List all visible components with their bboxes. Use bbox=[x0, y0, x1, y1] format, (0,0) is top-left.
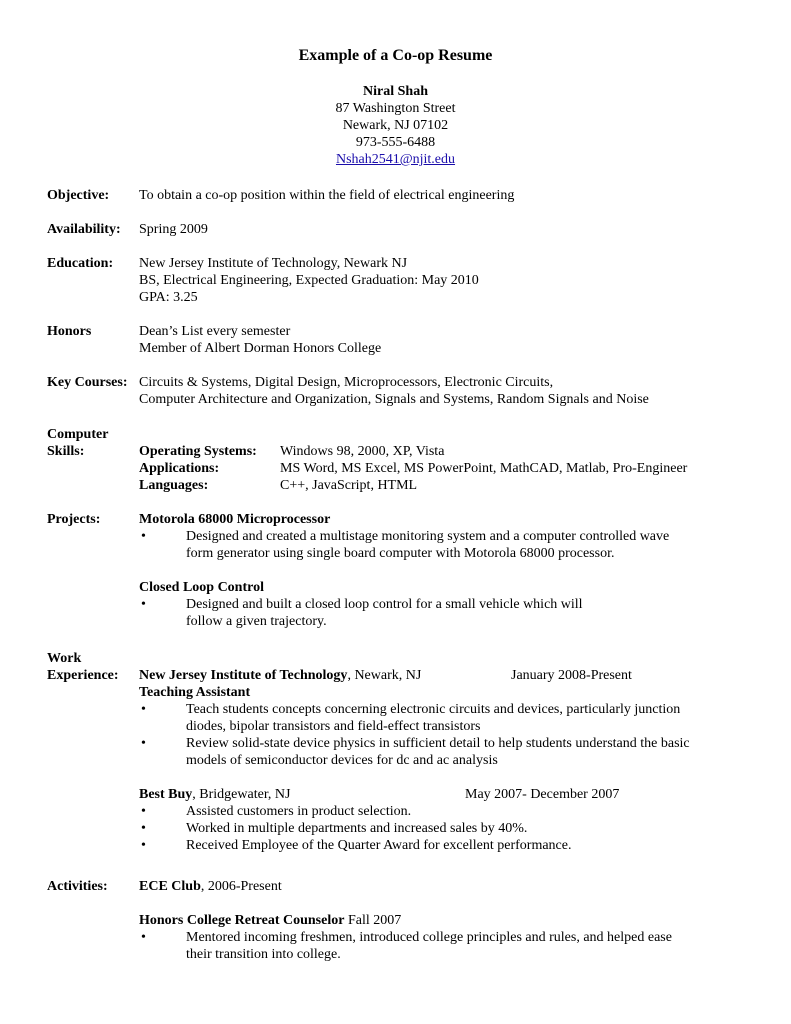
job-dates: January 2008-Present bbox=[511, 668, 632, 683]
bullet-text: Mentored incoming freshmen, introduced college principles and rules, and helped ease bbox=[186, 930, 672, 945]
skills-label-line1: Computer bbox=[47, 427, 109, 442]
street-address: 87 Washington Street bbox=[335, 101, 456, 116]
phone-number: 973-555-6488 bbox=[355, 135, 436, 150]
bullet-text: Designed and created a multistage monitoring system and a computer controlled wave bbox=[186, 529, 670, 544]
counselor-title: Honors College Retreat Counselor bbox=[139, 913, 345, 928]
job-location: , Newark, NJ bbox=[347, 668, 422, 683]
education-label: Education: bbox=[47, 256, 114, 271]
work-label-line1: Work bbox=[47, 651, 82, 666]
skill-key: Operating Systems: bbox=[139, 444, 257, 459]
bullet-text: diodes, bipolar transistors and field-effect transistors bbox=[186, 719, 481, 734]
objective-label: Objective: bbox=[47, 188, 110, 203]
bullet-text: Designed and built a closed loop control for a small vehicle which will bbox=[186, 597, 583, 612]
job-bullet bbox=[139, 803, 759, 820]
bullet-text: follow a given trajectory. bbox=[186, 614, 327, 629]
education-school: New Jersey Institute of Technology, Newark NJ bbox=[139, 256, 408, 271]
skills-row bbox=[139, 477, 759, 494]
skills-row bbox=[139, 443, 759, 460]
education-degree: BS, Electrical Engineering, Expected Graduation: May 2010 bbox=[139, 273, 479, 288]
bullet-icon: • bbox=[141, 821, 146, 836]
activities-section bbox=[139, 878, 759, 963]
education-gpa: GPA: 3.25 bbox=[139, 290, 198, 305]
bullet-icon: • bbox=[141, 702, 146, 717]
activities-label: Activities: bbox=[47, 879, 108, 894]
honors-item: Dean’s List every semester bbox=[139, 324, 291, 339]
bullet-text: Worked in multiple departments and increased sales by 40%. bbox=[186, 821, 528, 836]
job-bullet bbox=[139, 701, 759, 735]
city-address: Newark, NJ 07102 bbox=[342, 118, 449, 133]
work-label-line2: Experience: bbox=[47, 668, 119, 683]
bullet-icon: • bbox=[141, 804, 146, 819]
project-bullet bbox=[139, 596, 759, 630]
bullet-text: Teach students concepts concerning electronic circuits and devices, particularly junction bbox=[186, 702, 681, 717]
project-bullet bbox=[139, 528, 759, 562]
availability-label: Availability: bbox=[47, 222, 121, 237]
activity-club bbox=[139, 878, 759, 895]
bullet-text: Assisted customers in product selection. bbox=[186, 804, 412, 819]
projects-label: Projects: bbox=[47, 512, 101, 527]
job-location: , Bridgewater, NJ bbox=[192, 787, 291, 802]
courses-label: Key Courses: bbox=[47, 375, 128, 390]
skill-key: Languages: bbox=[139, 478, 209, 493]
document-title: Example of a Co-op Resume bbox=[298, 47, 493, 64]
job-role: Teaching Assistant bbox=[139, 685, 251, 700]
projects-section bbox=[139, 511, 759, 630]
project-title: Closed Loop Control bbox=[139, 580, 264, 595]
email-link[interactable]: Nshah2541@njit.edu bbox=[335, 152, 456, 167]
job-bullet bbox=[139, 837, 759, 854]
counselor-dates: Fall 2007 bbox=[344, 913, 402, 928]
club-name: ECE Club bbox=[139, 879, 201, 894]
bullet-text: their transition into college. bbox=[186, 947, 341, 962]
bullet-icon: • bbox=[141, 838, 146, 853]
skills-row bbox=[139, 460, 759, 477]
club-dates: , 2006-Present bbox=[200, 879, 282, 894]
courses-section bbox=[139, 374, 649, 408]
bullet-text: form generator using single board computer with Motorola 68000 processor. bbox=[186, 546, 615, 561]
job-bullet bbox=[139, 820, 759, 837]
job-header bbox=[139, 786, 759, 803]
bullet-icon: • bbox=[141, 930, 146, 945]
objective-text: To obtain a co-op position within the field of electrical engineering bbox=[139, 188, 515, 203]
job-bullet bbox=[139, 735, 759, 769]
skill-value: C++, JavaScript, HTML bbox=[280, 478, 418, 493]
skill-value: MS Word, MS Excel, MS PowerPoint, MathCAD, Matlab, Pro-Engineer bbox=[280, 461, 688, 476]
activity-counselor bbox=[139, 912, 759, 929]
work-section bbox=[139, 667, 759, 854]
job-header bbox=[139, 667, 759, 684]
skills-label bbox=[47, 426, 108, 460]
skills-section bbox=[139, 443, 759, 494]
skills-label-line2: Skills: bbox=[47, 444, 85, 459]
honors-section bbox=[139, 323, 381, 357]
bullet-text: models of semiconductor devices for dc and ac analysis bbox=[186, 753, 498, 768]
availability-text: Spring 2009 bbox=[139, 222, 208, 237]
contact-header bbox=[0, 83, 791, 168]
job-employer: Best Buy bbox=[139, 787, 193, 802]
honors-item: Member of Albert Dorman Honors College bbox=[139, 341, 382, 356]
education-section bbox=[139, 255, 479, 306]
project-title: Motorola 68000 Microprocessor bbox=[139, 512, 331, 527]
job-employer: New Jersey Institute of Technology bbox=[139, 668, 348, 683]
activity-bullet bbox=[139, 929, 759, 963]
skill-value: Windows 98, 2000, XP, Vista bbox=[280, 444, 445, 459]
bullet-icon: • bbox=[141, 597, 146, 612]
job-dates: May 2007- December 2007 bbox=[465, 787, 620, 802]
bullet-text: Received Employee of the Quarter Award for excellent performance. bbox=[186, 838, 572, 853]
courses-line: Computer Architecture and Organization, Signals and Systems, Random Signals and Noise bbox=[139, 392, 649, 407]
skill-key: Applications: bbox=[139, 461, 220, 476]
honors-label: Honors bbox=[47, 324, 92, 339]
bullet-icon: • bbox=[141, 529, 146, 544]
work-label bbox=[47, 650, 119, 684]
bullet-text: Review solid-state device physics in sufficient detail to help students understand the basic bbox=[186, 736, 690, 751]
courses-line: Circuits & Systems, Digital Design, Microprocessors, Electronic Circuits, bbox=[139, 375, 554, 390]
bullet-icon: • bbox=[141, 736, 146, 751]
candidate-name: Niral Shah bbox=[363, 84, 428, 99]
